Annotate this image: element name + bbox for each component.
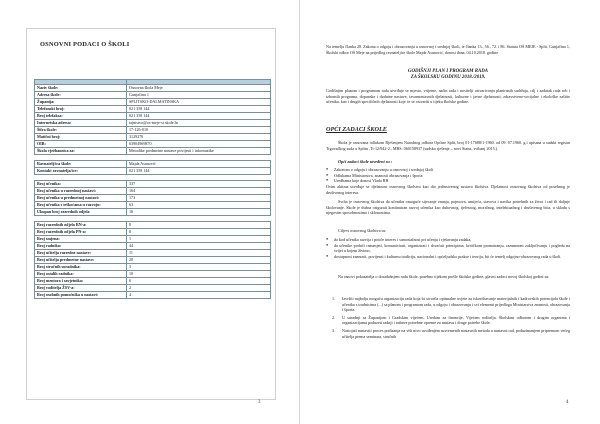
table-row bbox=[35, 148, 271, 155]
row-value: 2 bbox=[127, 285, 271, 292]
page-number-left: 3 bbox=[258, 400, 261, 405]
table-row bbox=[35, 127, 271, 134]
item-number: 1. bbox=[332, 296, 336, 301]
row-label: Broj učenika: bbox=[35, 181, 127, 188]
plan-title-line-1: GODIŠNJI PLAN I PROGRAM RADA bbox=[407, 69, 489, 74]
row-value: 8 bbox=[127, 229, 271, 236]
table-row bbox=[35, 188, 271, 195]
row-value: Osnovna škola Meje bbox=[127, 85, 271, 92]
row-label: Županija: bbox=[35, 99, 127, 106]
row-value: 44 bbox=[127, 243, 271, 250]
row-value: 021 358 144 bbox=[127, 106, 271, 113]
table-row bbox=[35, 161, 271, 168]
row-label: Broj telefaksa: bbox=[35, 113, 127, 120]
list-item: ● Zakonom o odgoju i obrazovanju u osnovnoj i srednjoj školi bbox=[326, 167, 570, 173]
table-row bbox=[35, 222, 271, 229]
section-paragraph-4: Na osnovi pokazatelja o dosadašnjem radu škole, posebno tijekom prošle školske godine, glavni zadaci novoj školskoj godini su: bbox=[338, 274, 550, 279]
plan-title bbox=[326, 69, 570, 81]
row-label: Broj učenika s teškoćama u razvoju: bbox=[35, 202, 127, 209]
row-label: Broj razrednih odjela RN-a: bbox=[35, 222, 127, 229]
table-row bbox=[35, 92, 271, 99]
numbered-item bbox=[332, 328, 570, 339]
table-row bbox=[35, 257, 271, 264]
row-label: Šifra škole: bbox=[35, 127, 127, 134]
row-value: 164 bbox=[127, 188, 271, 195]
school-info-table bbox=[34, 79, 271, 299]
subheading-goals: Ciljevi osnovnog školstva su: bbox=[338, 228, 387, 233]
row-label: Kontakt ravnatelja/ice: bbox=[35, 168, 127, 175]
section-paragraph-1: Škola je osnovana odlukom Rješenjem Narodnog odbora Općine Split, broj 01-17688/1-1960. od 09. 07.1960. g.i upisana u sudski registar Trgovačkog suda u Splitu ,Tt-12/942-2., MBS: 060158937 (sudsko rješenje – novi Statut, svibanj 2015.). bbox=[326, 140, 570, 151]
row-value: tajnistvo@os-meje-st.skole.hr bbox=[127, 120, 271, 127]
table-row bbox=[35, 181, 271, 188]
row-value: 173 bbox=[127, 195, 271, 202]
row-value: 8 bbox=[127, 222, 271, 229]
row-value: 337 bbox=[127, 181, 271, 188]
section-paragraph-2: Ovim aktima utvrđuje se djelatnost osnovnog školstva kao dio jedinstvenog sustava školstva. Djelatnost osnovnog školstva od posebnog je društvenog interesa. bbox=[326, 184, 570, 195]
tasks-numbered-list bbox=[332, 296, 570, 339]
table-row bbox=[35, 113, 271, 120]
row-label: Naziv škole: bbox=[35, 85, 127, 92]
section-heading: OPĆI ZADACI ŠKOLE bbox=[326, 126, 387, 133]
row-value: 63904969870 bbox=[127, 141, 271, 148]
table-row bbox=[35, 243, 271, 250]
item-number: 3. bbox=[332, 327, 336, 333]
row-label: Internetska adresa: bbox=[35, 120, 127, 127]
row-label: Škola vježbaonica za: bbox=[35, 148, 127, 155]
row-value: SPLITSKO-DALMATINSKA bbox=[127, 99, 271, 106]
table-row bbox=[35, 168, 271, 175]
row-label: Broj učitelja predmetne nastave: bbox=[35, 257, 127, 264]
table-row bbox=[35, 202, 271, 209]
item-text: Izvršiti najbolju moguću organizaciju rada koja bi stvorila optimalne uvjete za iskorištavanje materijalnih i kadrovskih potencijala škole i učenika s trudnicima (...) sa planom i programom rada, u odgoju i obrazovanju i svi elementi prijedloga Ministarstva znanosti, obrazovanja i športa. bbox=[342, 296, 570, 313]
table-row bbox=[35, 285, 271, 292]
row-value: 4 bbox=[127, 292, 271, 299]
row-value: 11 bbox=[127, 250, 271, 257]
table-row bbox=[35, 292, 271, 299]
goals-list bbox=[326, 237, 570, 259]
row-value: 021 358 144 bbox=[127, 168, 271, 175]
row-value: 10 bbox=[127, 271, 271, 278]
table-row bbox=[35, 85, 271, 92]
subheading-general-tasks: Opći zadaci škole utvrđeni su : bbox=[338, 159, 393, 164]
row-label: Telefonski broj: bbox=[35, 106, 127, 113]
row-value: Metodike predmetne nastave povijesti i informatike bbox=[127, 148, 271, 155]
row-label: Broj voditelja ŽSV-a: bbox=[35, 285, 127, 292]
row-value: 021 358 144 bbox=[127, 113, 271, 120]
numbered-item bbox=[332, 315, 570, 326]
row-value: 6 bbox=[127, 278, 271, 285]
row-value: Gunjačina 1 bbox=[127, 92, 271, 99]
table-row bbox=[35, 229, 271, 236]
intro-paragraph: Na temelju članka 28. Zakona o odgoju i obrazovanju u osnovnoj i srednjoj školi, te članka 13., 56., 72. i 86. Statuta OŠ MEJE - Split, Gunjačina 1, Školski odbor OŠ Meje na prijedlog ravnateljice škole Majde Asanović, donosi dana, 04.10.2018. godine bbox=[326, 44, 570, 55]
general-tasks-list bbox=[326, 167, 570, 184]
row-value: 63 bbox=[127, 202, 271, 209]
row-label: Broj učenika u predmetnoj nastavi: bbox=[35, 195, 127, 202]
row-value: Majda Asanović bbox=[127, 161, 271, 168]
numbered-item bbox=[332, 296, 570, 313]
row-value: 16 bbox=[127, 209, 271, 216]
table-row bbox=[35, 271, 271, 278]
table-row bbox=[35, 250, 271, 257]
page-number-right: 4 bbox=[566, 400, 569, 405]
item-text: U suradnji sa Županijom i Gradskim vijećem, Uredom za financije, Vijećem roditelja, Školskim odborom i drugim organima i organizacijama poduzeti radnji i nabave potrebne opreme za nastavu i druge potrebe škole. bbox=[342, 314, 570, 326]
list-item: ● da kod učenika razvija i potiče interes i samostalnost pri učenju i rješavanju zadaka, bbox=[326, 237, 570, 243]
row-label: OIB: bbox=[35, 141, 127, 148]
row-label: Broj stručnih suradnika: bbox=[35, 264, 127, 271]
plan-intro-paragraph: Godišnjim planom i programom rada utvrđuje se mjesto, vrijeme, način rada i nositelji ostvarivanja planiranih sadržaja, cilj i zadatak rada rob i izbornih programa, dopunske i dodatne nastave, izvannastavnih djelatnosti, kulturne i javne djelatnosti, zdravstveno-socijalne i ekološke zaštite učenika, kao i drugih specifičnih djelatnosti koje će se ostvariti u tijeku školske godine. bbox=[326, 88, 570, 105]
table-row bbox=[35, 120, 271, 127]
row-value: 1 bbox=[127, 236, 271, 243]
row-value: 3 bbox=[127, 264, 271, 271]
row-value: 20 bbox=[127, 257, 271, 264]
list-item: ● da učenike poduči razumjeti, komunicirati, organizirati i shvaćati principima, kritičkom promatranju, razumnom zaključivanju i pogledu na svijet u kojem živimo, bbox=[326, 243, 570, 254]
list-item: ● dostupnost znanosti, povijesni i kulturnu tradiciju, nacionalni i općeljudsko prakse i teoriju, bit će temelj odgojno-obrazovnog rada u školi. bbox=[326, 254, 570, 260]
row-label: Broj radnika: bbox=[35, 243, 127, 250]
table-row bbox=[35, 141, 271, 148]
row-label: Matični broj: bbox=[35, 134, 127, 141]
row-label: Broj učitelja razredne nastave: bbox=[35, 250, 127, 257]
list-item: ● Odlukama Ministarstva, znanosti obrazovanja i športa bbox=[326, 173, 570, 179]
row-label: Ukupan broj razrednih odjela bbox=[35, 209, 127, 216]
table-row bbox=[35, 264, 271, 271]
table-row bbox=[35, 134, 271, 141]
row-label: Ravnatelj/ica škole: bbox=[35, 161, 127, 168]
row-label: Broj ostalih radnika: bbox=[35, 271, 127, 278]
row-label: Broj osobnih pomoćnika u nastavi: bbox=[35, 292, 127, 299]
table-row bbox=[35, 236, 271, 243]
table-row bbox=[35, 209, 271, 216]
row-label: Broj mentora i savjetnika: bbox=[35, 278, 127, 285]
list-item: ● Uredbama koje donosi Vlada RH bbox=[326, 178, 570, 184]
row-label: Adresa škole: bbox=[35, 92, 127, 99]
plan-title-line-2: ZA ŠKOLSKU GODINU 2018./2019. bbox=[410, 74, 486, 80]
row-value: 17-126-010 bbox=[127, 127, 271, 134]
table-row bbox=[35, 278, 271, 285]
left-page-title: OSNOVNI PODACI O ŠKOLI bbox=[40, 41, 130, 48]
row-value: 3129276 bbox=[127, 134, 271, 141]
item-number: 2. bbox=[332, 314, 336, 320]
table-row bbox=[35, 195, 271, 202]
section-paragraph-3: Svrha je osnovnog školstva da učeniku omoguće stjecanje znanja, pojmova, umijeća, stavova i navika potrebnih za život i rad ili daljnje školovanje. Škole je dužna osigurati kontinuiran razvoj učenika kao duhovnog, tjelesnog, moralnog, intelektualnog i društvenog bića, u skladu s njegovim sposobnostima i sklonostima. bbox=[326, 199, 570, 216]
row-label: Broj razrednih odjela PN-a: bbox=[35, 229, 127, 236]
row-label: Broj učenika u razrednoj nastavi: bbox=[35, 188, 127, 195]
item-text: Nastojati nastaviti proces podizanja na viši nivo uvođenjem suvremenih nastavnih metoda u nastavni rad, poduzimanjem pripremom većeg učitelja prema seminara, stručnih bbox=[342, 327, 570, 339]
table-row bbox=[35, 106, 271, 113]
row-label: Broj smjena: bbox=[35, 236, 127, 243]
table-row bbox=[35, 99, 271, 106]
